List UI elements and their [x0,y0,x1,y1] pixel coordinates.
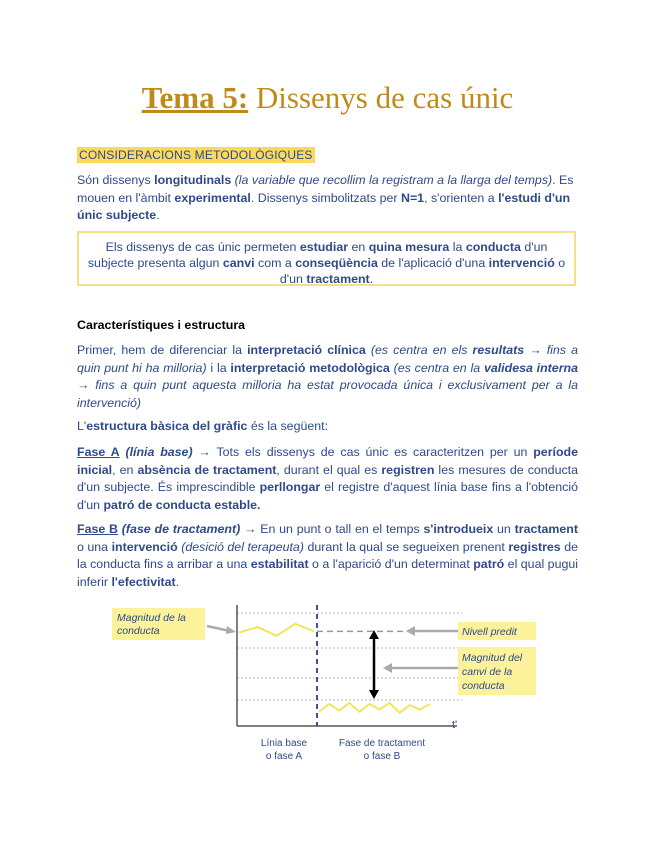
phase-b-label-line2: o fase B [363,751,401,762]
page-title [0,80,655,116]
change-label-line2: canvi de la [462,666,513,678]
phase-b-series [319,703,430,713]
intro-paragraph: Són dissenys longitudinals (la variable que recollim la registram a la llarga del temps). Es mouen en l'àmbit experimental. Dissenys simbolitzats per N=1, s'orienten a l'estudi d'un únic subjecte. [77,173,574,222]
subheading: Característiques i estructura [77,318,246,332]
section-heading: CONSIDERACIONS METODOLÒGIQUES [79,148,313,162]
interpretation-paragraph: Primer, hem de diferenciar la interpretació clínica (es centra en els resultats → fins a quin punt hi ha milloria) i la interpretació metodològica (es centra en la validesa interna → fins a quin punt aquesta milloria ha estat provocada única i exclusivament per a la intervenció) [77,343,578,410]
phase-a-label-line1: Línia base [260,738,308,749]
magnitude-label-line2: conducta [117,625,160,637]
phase-a-paragraph: Fase A (línia base) → Tots els dissenys de cas únic es caracteritzen per un període inicial, en absència de tractament, durant el qual es registren les mesures de conducta d'un subjecte. És imprescindible perllongar el registre d'aquest línia base fins a l'obtenció d'un patró de conducta estable. [77,445,578,512]
phase-b-label-line1: Fase de tractament [338,738,426,749]
structure-paragraph: L'estructura bàsica del gràfic és la següent: [77,419,329,433]
title-text: Dissenys de cas únic [248,80,514,115]
change-arrow-head-down [369,690,379,699]
predicted-label: Nivell predit [462,626,517,638]
predicted-pointer-head [406,626,415,636]
phase-a-label-line2: o fase A [265,751,303,762]
ab-design-diagram [112,600,523,770]
magnitude-pointer-head [226,626,236,634]
definition-box: Els dissenys de cas únic permeten estudiar en quina mesura la conducta d'un subjecte presenta algun canvi com a conseqüència de l'aplicació d'una intervenció o d'un tractament. [77,231,576,286]
magnitude-label-line1: Magnitud de la [117,612,186,624]
phase-b-paragraph: Fase B (fase de tractament) → En un punt o tall en el temps s'introdueix un tractament o una intervenció (desició del terapeuta) durant la qual se segueixen prenent registres de la conducta fins a arribar a una estabilitat o a l'aparició d'un determinat patró el qual pugui inferir l'efectivitat. [77,522,578,589]
change-pointer-head [383,663,392,673]
time-label: t' [452,719,458,731]
title-number: Tema 5: [141,80,249,115]
change-label-line3: conducta [462,680,505,692]
phase-a-series [239,624,314,636]
change-label-line1: Magnitud del [462,652,523,664]
